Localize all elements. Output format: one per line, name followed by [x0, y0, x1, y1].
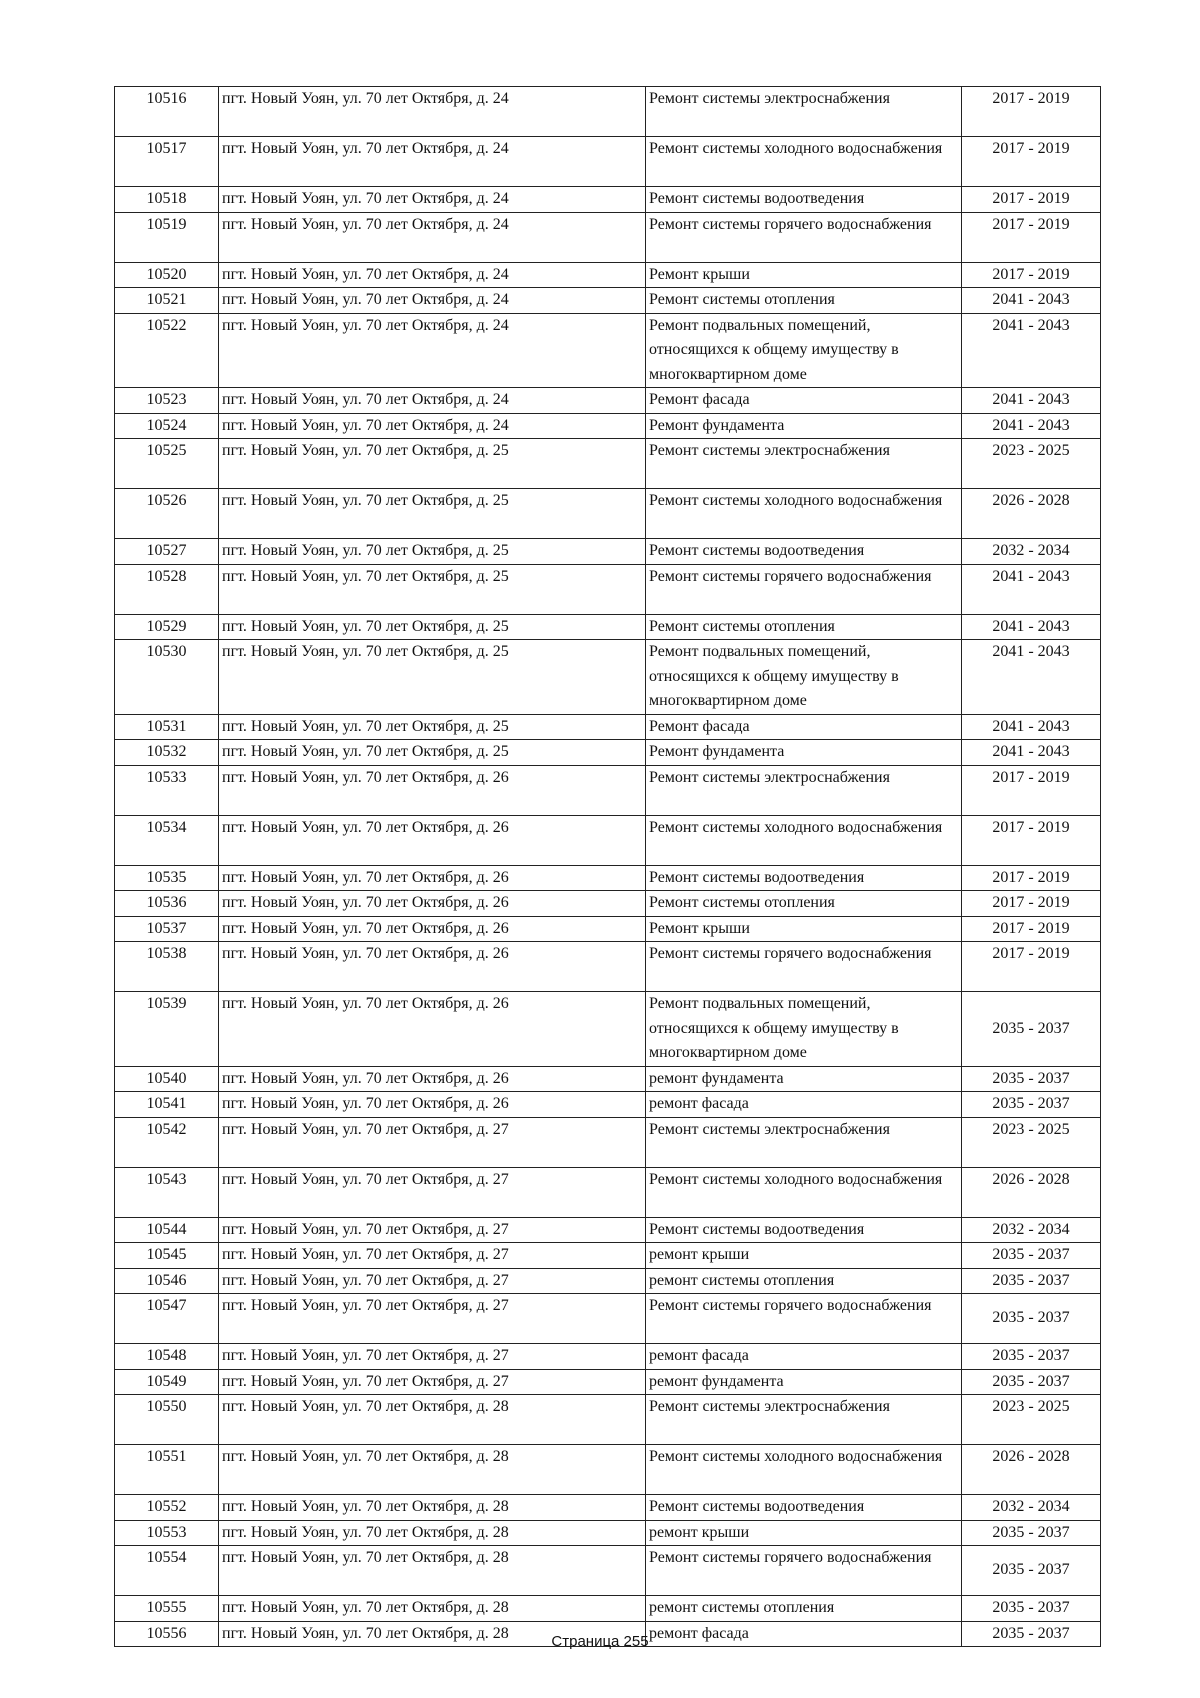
row-period: 2032 - 2034 [962, 539, 1101, 565]
row-work-type: Ремонт системы электроснабжения [646, 1395, 962, 1445]
row-period: 2041 - 2043 [962, 714, 1101, 740]
row-period: 2041 - 2043 [962, 288, 1101, 314]
row-address: пгт. Новый Уоян, ул. 70 лет Октября, д. 27 [219, 1243, 646, 1269]
row-address: пгт. Новый Уоян, ул. 70 лет Октября, д. 27 [219, 1344, 646, 1370]
row-period: 2035 - 2037 [962, 1369, 1101, 1395]
row-address: пгт. Новый Уоян, ул. 70 лет Октября, д. 28 [219, 1596, 646, 1622]
row-number: 10535 [115, 865, 219, 891]
row-period: 2017 - 2019 [962, 942, 1101, 992]
table-row [115, 640, 1101, 715]
table-row [115, 992, 1101, 1067]
row-address: пгт. Новый Уоян, ул. 70 лет Октября, д. 26 [219, 942, 646, 992]
row-period: 2032 - 2034 [962, 1217, 1101, 1243]
row-number: 10549 [115, 1369, 219, 1395]
table-row [115, 1369, 1101, 1395]
row-address: пгт. Новый Уоян, ул. 70 лет Октября, д. 27 [219, 1268, 646, 1294]
row-work-type: ремонт системы отопления [646, 1268, 962, 1294]
row-period: 2017 - 2019 [962, 865, 1101, 891]
table-row [115, 1092, 1101, 1118]
row-number: 10533 [115, 765, 219, 815]
row-number: 10520 [115, 262, 219, 288]
table-row [115, 740, 1101, 766]
row-address: пгт. Новый Уоян, ул. 70 лет Октября, д. 26 [219, 865, 646, 891]
row-address: пгт. Новый Уоян, ул. 70 лет Октября, д. 25 [219, 614, 646, 640]
row-work-type: Ремонт фундамента [646, 413, 962, 439]
row-address: пгт. Новый Уоян, ул. 70 лет Октября, д. 26 [219, 1066, 646, 1092]
row-number: 10529 [115, 614, 219, 640]
row-period: 2035 - 2037 [962, 1294, 1101, 1344]
row-address: пгт. Новый Уоян, ул. 70 лет Октября, д. 24 [219, 262, 646, 288]
table-row [115, 1495, 1101, 1521]
row-period: 2017 - 2019 [962, 87, 1101, 137]
table-row [115, 187, 1101, 213]
row-number: 10554 [115, 1546, 219, 1596]
table-row [115, 1217, 1101, 1243]
row-work-type: Ремонт системы холодного водоснабжения [646, 815, 962, 865]
row-work-type: Ремонт системы холодного водоснабжения [646, 1167, 962, 1217]
table-row [115, 1596, 1101, 1622]
row-work-type: Ремонт подвальных помещений, относящихся к общему имуществу в многоквартирном доме [646, 313, 962, 388]
table-row [115, 815, 1101, 865]
row-work-type: Ремонт системы горячего водоснабжения [646, 564, 962, 614]
row-work-type: Ремонт системы водоотведения [646, 1495, 962, 1521]
row-address: пгт. Новый Уоян, ул. 70 лет Октября, д. 27 [219, 1167, 646, 1217]
row-work-type: Ремонт системы отопления [646, 891, 962, 917]
row-work-type: Ремонт системы горячего водоснабжения [646, 1294, 962, 1344]
row-work-type: ремонт фундамента [646, 1066, 962, 1092]
row-period: 2041 - 2043 [962, 388, 1101, 414]
table-row [115, 212, 1101, 262]
row-period: 2026 - 2028 [962, 1167, 1101, 1217]
row-period: 2023 - 2025 [962, 1117, 1101, 1167]
repair-schedule-table [114, 86, 1101, 1647]
table-row [115, 1167, 1101, 1217]
row-period: 2023 - 2025 [962, 1395, 1101, 1445]
row-period: 2035 - 2037 [962, 1243, 1101, 1269]
table-row [115, 288, 1101, 314]
row-number: 10521 [115, 288, 219, 314]
row-work-type: Ремонт фасада [646, 714, 962, 740]
table-row [115, 714, 1101, 740]
row-number: 10534 [115, 815, 219, 865]
row-number: 10542 [115, 1117, 219, 1167]
table-row [115, 1294, 1101, 1344]
row-address: пгт. Новый Уоян, ул. 70 лет Октября, д. 28 [219, 1520, 646, 1546]
row-period: 2026 - 2028 [962, 489, 1101, 539]
table-row [115, 1395, 1101, 1445]
row-work-type: Ремонт системы холодного водоснабжения [646, 137, 962, 187]
row-period: 2035 - 2037 [962, 1520, 1101, 1546]
row-number: 10537 [115, 916, 219, 942]
row-number: 10545 [115, 1243, 219, 1269]
row-address: пгт. Новый Уоян, ул. 70 лет Октября, д. 28 [219, 1495, 646, 1521]
row-address: пгт. Новый Уоян, ул. 70 лет Октября, д. 26 [219, 891, 646, 917]
table-row [115, 87, 1101, 137]
row-address: пгт. Новый Уоян, ул. 70 лет Октября, д. 24 [219, 137, 646, 187]
row-period: 2026 - 2028 [962, 1445, 1101, 1495]
row-address: пгт. Новый Уоян, ул. 70 лет Октября, д. 28 [219, 1445, 646, 1495]
row-period: 2041 - 2043 [962, 740, 1101, 766]
table-row [115, 1546, 1101, 1596]
row-number: 10524 [115, 413, 219, 439]
row-work-type: Ремонт системы водоотведения [646, 187, 962, 213]
row-number: 10539 [115, 992, 219, 1067]
row-number: 10555 [115, 1596, 219, 1622]
row-work-type: Ремонт системы водоотведения [646, 865, 962, 891]
table-row [115, 1344, 1101, 1370]
row-period: 2017 - 2019 [962, 187, 1101, 213]
row-work-type: Ремонт системы холодного водоснабжения [646, 489, 962, 539]
row-period: 2035 - 2037 [962, 992, 1101, 1067]
row-address: пгт. Новый Уоян, ул. 70 лет Октября, д. 27 [219, 1217, 646, 1243]
table-row [115, 891, 1101, 917]
row-period: 2035 - 2037 [962, 1344, 1101, 1370]
table-row [115, 765, 1101, 815]
row-address: пгт. Новый Уоян, ул. 70 лет Октября, д. 26 [219, 1092, 646, 1118]
row-period: 2035 - 2037 [962, 1621, 1101, 1647]
row-number: 10540 [115, 1066, 219, 1092]
row-period: 2041 - 2043 [962, 313, 1101, 388]
table-row [115, 539, 1101, 565]
row-number: 10532 [115, 740, 219, 766]
row-number: 10522 [115, 313, 219, 388]
row-work-type: Ремонт системы горячего водоснабжения [646, 212, 962, 262]
row-work-type: ремонт системы отопления [646, 1596, 962, 1622]
row-address: пгт. Новый Уоян, ул. 70 лет Октября, д. 24 [219, 212, 646, 262]
row-work-type: Ремонт фасада [646, 388, 962, 414]
row-work-type: Ремонт системы электроснабжения [646, 765, 962, 815]
row-number: 10544 [115, 1217, 219, 1243]
row-period: 2017 - 2019 [962, 212, 1101, 262]
table-row [115, 262, 1101, 288]
row-period: 2035 - 2037 [962, 1066, 1101, 1092]
row-address: пгт. Новый Уоян, ул. 70 лет Октября, д. 26 [219, 916, 646, 942]
row-address: пгт. Новый Уоян, ул. 70 лет Октября, д. 25 [219, 714, 646, 740]
page-number: Страница 255 [551, 1633, 649, 1650]
row-number: 10538 [115, 942, 219, 992]
row-number: 10536 [115, 891, 219, 917]
row-period: 2035 - 2037 [962, 1268, 1101, 1294]
row-number: 10552 [115, 1495, 219, 1521]
row-address: пгт. Новый Уоян, ул. 70 лет Октября, д. 28 [219, 1621, 646, 1647]
table-row [115, 942, 1101, 992]
row-work-type: Ремонт системы отопления [646, 614, 962, 640]
row-work-type: ремонт крыши [646, 1520, 962, 1546]
row-number: 10523 [115, 388, 219, 414]
row-address: пгт. Новый Уоян, ул. 70 лет Октября, д. 25 [219, 740, 646, 766]
row-number: 10530 [115, 640, 219, 715]
row-work-type: Ремонт системы электроснабжения [646, 1117, 962, 1167]
row-work-type: ремонт фасада [646, 1092, 962, 1118]
row-address: пгт. Новый Уоян, ул. 70 лет Октября, д. 28 [219, 1395, 646, 1445]
row-work-type: Ремонт крыши [646, 916, 962, 942]
row-address: пгт. Новый Уоян, ул. 70 лет Октября, д. 26 [219, 815, 646, 865]
row-period: 2035 - 2037 [962, 1092, 1101, 1118]
table-row [115, 865, 1101, 891]
table-row [115, 916, 1101, 942]
row-address: пгт. Новый Уоян, ул. 70 лет Октября, д. 28 [219, 1546, 646, 1596]
row-number: 10541 [115, 1092, 219, 1118]
row-number: 10516 [115, 87, 219, 137]
row-period: 2017 - 2019 [962, 891, 1101, 917]
row-period: 2032 - 2034 [962, 1495, 1101, 1521]
table-row [115, 1445, 1101, 1495]
row-number: 10517 [115, 137, 219, 187]
row-work-type: Ремонт подвальных помещений, относящихся к общему имуществу в многоквартирном доме [646, 640, 962, 715]
table-row [115, 413, 1101, 439]
row-work-type: ремонт фундамента [646, 1369, 962, 1395]
row-period: 2017 - 2019 [962, 137, 1101, 187]
row-work-type: ремонт фасада [646, 1344, 962, 1370]
row-work-type: Ремонт системы водоотведения [646, 539, 962, 565]
row-address: пгт. Новый Уоян, ул. 70 лет Октября, д. 24 [219, 288, 646, 314]
row-address: пгт. Новый Уоян, ул. 70 лет Октября, д. 24 [219, 388, 646, 414]
row-number: 10551 [115, 1445, 219, 1495]
row-work-type: Ремонт фундамента [646, 740, 962, 766]
row-number: 10548 [115, 1344, 219, 1370]
row-number: 10526 [115, 489, 219, 539]
row-work-type: Ремонт системы электроснабжения [646, 87, 962, 137]
row-number: 10527 [115, 539, 219, 565]
table-row [115, 388, 1101, 414]
row-number: 10531 [115, 714, 219, 740]
row-period: 2035 - 2037 [962, 1596, 1101, 1622]
row-number: 10518 [115, 187, 219, 213]
row-work-type: Ремонт системы электроснабжения [646, 439, 962, 489]
row-address: пгт. Новый Уоян, ул. 70 лет Октября, д. 25 [219, 640, 646, 715]
row-work-type: Ремонт системы горячего водоснабжения [646, 942, 962, 992]
table-row [115, 137, 1101, 187]
row-period: 2017 - 2019 [962, 916, 1101, 942]
row-address: пгт. Новый Уоян, ул. 70 лет Октября, д. 26 [219, 765, 646, 815]
row-work-type: ремонт крыши [646, 1243, 962, 1269]
row-number: 10525 [115, 439, 219, 489]
row-period: 2017 - 2019 [962, 765, 1101, 815]
row-address: пгт. Новый Уоян, ул. 70 лет Октября, д. 24 [219, 313, 646, 388]
row-period: 2041 - 2043 [962, 413, 1101, 439]
table-row [115, 614, 1101, 640]
row-number: 10553 [115, 1520, 219, 1546]
row-number: 10528 [115, 564, 219, 614]
row-number: 10543 [115, 1167, 219, 1217]
row-work-type: Ремонт системы отопления [646, 288, 962, 314]
table-row [115, 1520, 1101, 1546]
table-row [115, 1117, 1101, 1167]
table-row [115, 564, 1101, 614]
row-number: 10556 [115, 1621, 219, 1647]
table-row [115, 439, 1101, 489]
row-work-type: Ремонт подвальных помещений, относящихся к общему имуществу в многоквартирном доме [646, 992, 962, 1067]
row-address: пгт. Новый Уоян, ул. 70 лет Октября, д. 25 [219, 539, 646, 565]
row-address: пгт. Новый Уоян, ул. 70 лет Октября, д. 24 [219, 87, 646, 137]
row-address: пгт. Новый Уоян, ул. 70 лет Октября, д. 27 [219, 1294, 646, 1344]
row-period: 2041 - 2043 [962, 564, 1101, 614]
row-address: пгт. Новый Уоян, ул. 70 лет Октября, д. 25 [219, 564, 646, 614]
table-row [115, 1066, 1101, 1092]
row-address: пгт. Новый Уоян, ул. 70 лет Октября, д. 27 [219, 1117, 646, 1167]
row-address: пгт. Новый Уоян, ул. 70 лет Октября, д. 27 [219, 1369, 646, 1395]
row-period: 2041 - 2043 [962, 614, 1101, 640]
row-work-type: Ремонт системы горячего водоснабжения [646, 1546, 962, 1596]
row-work-type: Ремонт системы холодного водоснабжения [646, 1445, 962, 1495]
table-body [115, 87, 1101, 1647]
table-row [115, 489, 1101, 539]
row-address: пгт. Новый Уоян, ул. 70 лет Октября, д. 24 [219, 187, 646, 213]
row-work-type: ремонт фасада [646, 1621, 962, 1647]
row-work-type: Ремонт системы водоотведения [646, 1217, 962, 1243]
row-period: 2017 - 2019 [962, 262, 1101, 288]
row-period: 2041 - 2043 [962, 640, 1101, 715]
table-row [115, 313, 1101, 388]
row-period: 2023 - 2025 [962, 439, 1101, 489]
row-period: 2035 - 2037 [962, 1546, 1101, 1596]
row-work-type: Ремонт крыши [646, 262, 962, 288]
row-address: пгт. Новый Уоян, ул. 70 лет Октября, д. 25 [219, 489, 646, 539]
row-number: 10546 [115, 1268, 219, 1294]
row-number: 10547 [115, 1294, 219, 1344]
row-address: пгт. Новый Уоян, ул. 70 лет Октября, д. 24 [219, 413, 646, 439]
row-address: пгт. Новый Уоян, ул. 70 лет Октября, д. 25 [219, 439, 646, 489]
table-row [115, 1243, 1101, 1269]
row-address: пгт. Новый Уоян, ул. 70 лет Октября, д. 26 [219, 992, 646, 1067]
row-number: 10550 [115, 1395, 219, 1445]
table-row [115, 1268, 1101, 1294]
row-period: 2017 - 2019 [962, 815, 1101, 865]
row-number: 10519 [115, 212, 219, 262]
